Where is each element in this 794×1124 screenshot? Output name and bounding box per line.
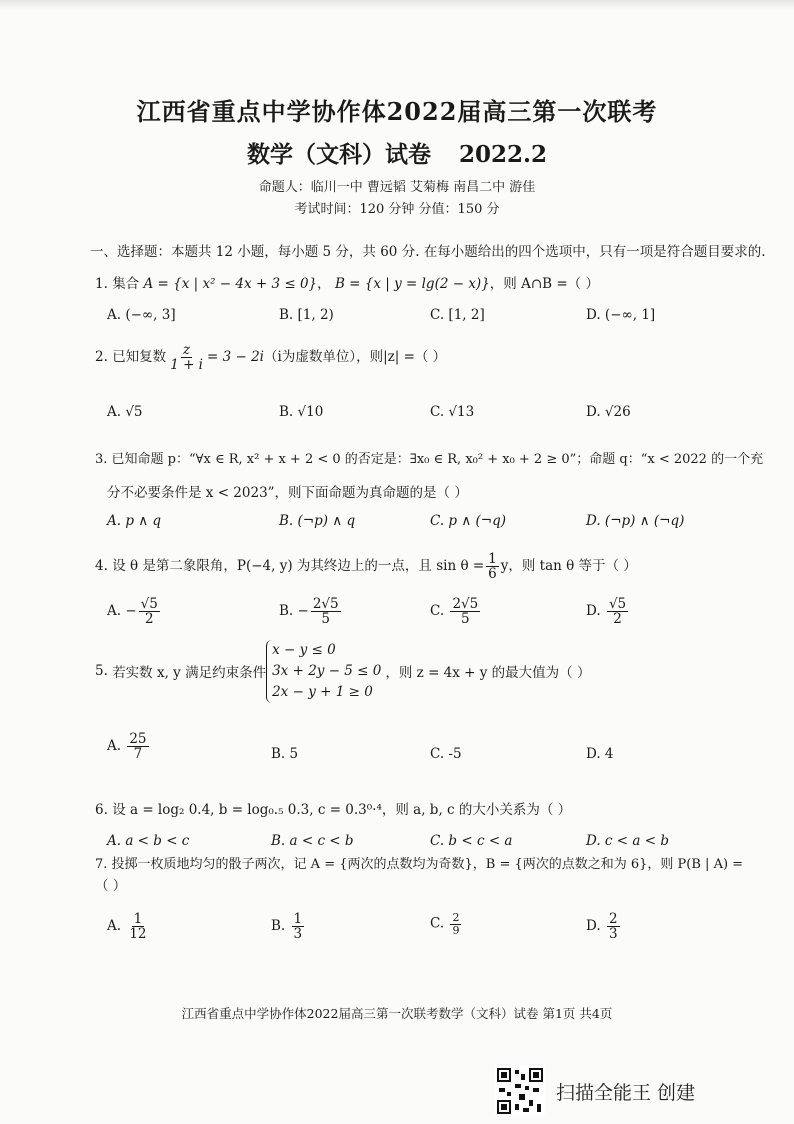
fraction-numerator: 2√5 bbox=[312, 596, 339, 612]
section-heading: 一、选择题：本题共 12 小题，每小题 5 分，共 60 分. 在每小题给出的四个选项中，只有一项是符合题目要求的. bbox=[90, 244, 766, 260]
fraction-denominator: 3 bbox=[293, 926, 303, 943]
question-stem-suffix: （i为虚数单位），则|z| =（ ） bbox=[264, 349, 447, 366]
q4-option-d bbox=[586, 597, 630, 626]
option-label: A. bbox=[107, 918, 122, 935]
question-stem-line1: 投掷一枚质地均匀的骰子两次，记 A = {两次的点数均为奇数}，B = {两次的点数之和为 6}，则 P(B | A) = bbox=[111, 857, 744, 872]
question-6 bbox=[95, 798, 571, 818]
option-label: B. bbox=[279, 603, 294, 620]
q2-option-d: D. √26 bbox=[586, 404, 631, 420]
authors-line: 命题人：临川一中 曹远韬 艾菊梅 南昌二中 游佳 bbox=[258, 180, 536, 195]
fraction-denominator: 3 bbox=[608, 926, 618, 943]
q2-option-c: C. √13 bbox=[430, 404, 475, 420]
exam-subtitle bbox=[0, 136, 794, 169]
question-7 bbox=[95, 853, 743, 872]
question-stem-suffix: y，则 tan θ 等于（ ） bbox=[500, 558, 637, 575]
q3-option-c: C. p ∧ (¬q) bbox=[430, 513, 507, 529]
option-label: A. bbox=[107, 603, 122, 620]
option-label: B. bbox=[271, 918, 286, 935]
fraction bbox=[450, 912, 461, 936]
question-3 bbox=[95, 448, 763, 467]
fraction-numerator: 2 bbox=[608, 911, 618, 927]
q2-option-b: B. √10 bbox=[279, 404, 324, 420]
question-number: 1. bbox=[95, 276, 108, 292]
q6-option-d: D. c < a < b bbox=[586, 833, 669, 849]
scan-edge bbox=[0, 0, 794, 10]
fraction bbox=[607, 912, 620, 941]
q5-option-d: D. 4 bbox=[586, 746, 614, 762]
question-number: 5. bbox=[95, 663, 108, 680]
fraction bbox=[292, 912, 305, 941]
option-label: C. bbox=[430, 915, 445, 932]
q3-option-a: A. p ∧ q bbox=[107, 513, 162, 529]
question-stem-mid: = 3 − 2i bbox=[207, 349, 264, 366]
fraction-denominator: 5 bbox=[321, 611, 331, 628]
question-number: 3. bbox=[95, 452, 108, 467]
fraction-numerator: z bbox=[183, 342, 191, 358]
q4-option-b bbox=[279, 597, 343, 626]
fraction-denominator: 1 + i bbox=[170, 357, 203, 374]
fraction-numerator: 1 bbox=[293, 911, 303, 927]
fraction bbox=[139, 597, 160, 626]
set-b: B = {x | y = lg(2 − x)} bbox=[334, 276, 490, 292]
question-4 bbox=[95, 552, 637, 581]
question-7-line2: （ ） bbox=[95, 878, 127, 894]
q2-option-a: A. √5 bbox=[107, 404, 143, 420]
constraint-3: 2x − y + 1 ≥ 0 bbox=[272, 683, 373, 700]
q7-option-d bbox=[586, 912, 622, 941]
option-sign: − bbox=[125, 603, 137, 620]
fraction-denominator: 2 bbox=[144, 611, 154, 628]
question-stem: 设 a = log₂ 0.4, b = log₀.₅ 0.3, c = 0.3⁰·⁴，则 a, b, c 的大小关系为（ ） bbox=[112, 802, 572, 818]
question-stem: 集合 bbox=[112, 276, 140, 292]
fraction-denominator: 12 bbox=[129, 926, 147, 943]
q1-option-d: D. (−∞, 1] bbox=[586, 307, 656, 323]
q5-option-a bbox=[107, 732, 151, 761]
question-stem-line1: 已知命题 p：“∀x ∈ R, x² + x + 2 < 0 的否定是：∃x₀ ∈ R, x₀² + x₀ + 2 ≥ 0”；命题 q：“x < 2022 的一个充 bbox=[111, 452, 764, 467]
question-stem-suffix: ，则 A∩B =（ ） bbox=[489, 276, 599, 292]
fraction-numerator: 1 bbox=[133, 911, 143, 927]
q7-option-c bbox=[430, 912, 463, 936]
q4-option-a bbox=[107, 597, 162, 626]
q3-option-d: D. (¬p) ∧ (¬q) bbox=[586, 513, 685, 529]
option-label: D. bbox=[586, 603, 601, 620]
fraction-numerator: 2√5 bbox=[452, 596, 479, 612]
q4-option-c bbox=[430, 597, 482, 626]
fraction-denominator: 9 bbox=[452, 923, 460, 937]
constraint-system bbox=[266, 640, 381, 703]
fraction bbox=[607, 597, 628, 626]
constraint-2: 3x + 2y − 5 ≤ 0 bbox=[272, 662, 382, 679]
page-footer: 江西省重点中学协作体2022届高三第一次联考数学（文科）试卷 第1页 共4页 bbox=[181, 1006, 613, 1021]
q5-option-c: C. -5 bbox=[430, 746, 462, 762]
exam-info-line: 考试时间：120 分钟 分值：150 分 bbox=[294, 202, 500, 217]
question-stem: 已知复数 bbox=[112, 349, 167, 366]
fraction bbox=[450, 597, 480, 626]
q7-option-b bbox=[271, 912, 306, 941]
q1-option-b: B. [1, 2) bbox=[279, 307, 334, 323]
q6-option-a: A. a < b < c bbox=[107, 833, 190, 849]
fraction bbox=[486, 552, 499, 581]
fraction-denominator: 5 bbox=[461, 611, 470, 628]
fraction-numerator: 2 bbox=[452, 911, 460, 924]
question-number: 2. bbox=[95, 349, 108, 366]
fraction bbox=[311, 597, 341, 626]
fraction bbox=[127, 732, 148, 761]
question-number: 6. bbox=[95, 802, 108, 818]
fraction-numerator: √5 bbox=[608, 596, 627, 612]
question-3-line2: 分不必要条件是 x < 2023”，则下面命题为真命题的是（ ） bbox=[107, 485, 468, 501]
fraction-denominator: 6 bbox=[488, 566, 497, 583]
q5-option-b: B. 5 bbox=[271, 746, 299, 762]
question-5 bbox=[95, 640, 590, 703]
fraction-numerator: 25 bbox=[129, 731, 147, 747]
set-a: A = {x | x² − 4x + 3 ≤ 0} bbox=[143, 276, 318, 292]
option-label: A. bbox=[107, 738, 122, 755]
question-2 bbox=[95, 343, 446, 372]
question-stem: 设 θ 是第二象限角，P(−4, y) 为其终边上的一点，且 sin θ = bbox=[112, 558, 485, 575]
qr-code-icon bbox=[495, 1066, 545, 1116]
question-1: 1. 集合 A = {x | x² − 4x + 3 ≤ 0}， B = {x | y = lg(2 − x)}，则 A∩B =（ ） bbox=[95, 276, 599, 292]
q3-option-b: B. (¬p) ∧ q bbox=[279, 513, 356, 529]
option-label: C. bbox=[430, 603, 445, 620]
fraction bbox=[168, 343, 205, 372]
q1-option-a: A. (−∞, 3] bbox=[107, 307, 176, 323]
fraction-numerator: 1 bbox=[488, 551, 497, 567]
question-stem: 若实数 x, y 满足约束条件 bbox=[112, 665, 267, 682]
question-number: 7. bbox=[95, 857, 108, 872]
subject-label: 数学（文科）试卷 bbox=[246, 141, 431, 168]
scanner-watermark: 扫描全能王 创建 bbox=[556, 1082, 696, 1104]
option-sign: − bbox=[297, 603, 309, 620]
constraint-1: x − y ≤ 0 bbox=[272, 642, 336, 658]
fraction-numerator: √5 bbox=[140, 596, 158, 612]
fraction-denominator: 7 bbox=[133, 746, 143, 763]
exam-date: 2022.2 bbox=[458, 141, 548, 168]
fraction-denominator: 2 bbox=[613, 611, 622, 628]
question-stem-suffix: ，则 z = 4x + y 的最大值为（ ） bbox=[385, 665, 591, 682]
option-label: D. bbox=[586, 918, 601, 935]
q7-option-a bbox=[107, 912, 151, 941]
q6-option-c: C. b < c < a bbox=[430, 833, 513, 849]
question-number: 4. bbox=[95, 558, 108, 575]
fraction bbox=[127, 912, 148, 941]
q6-option-b: B. a < c < b bbox=[271, 833, 354, 849]
exam-title: 江西省重点中学协作体2022届高三第一次联考 bbox=[136, 97, 658, 126]
q1-option-c: C. [1, 2] bbox=[430, 307, 485, 323]
